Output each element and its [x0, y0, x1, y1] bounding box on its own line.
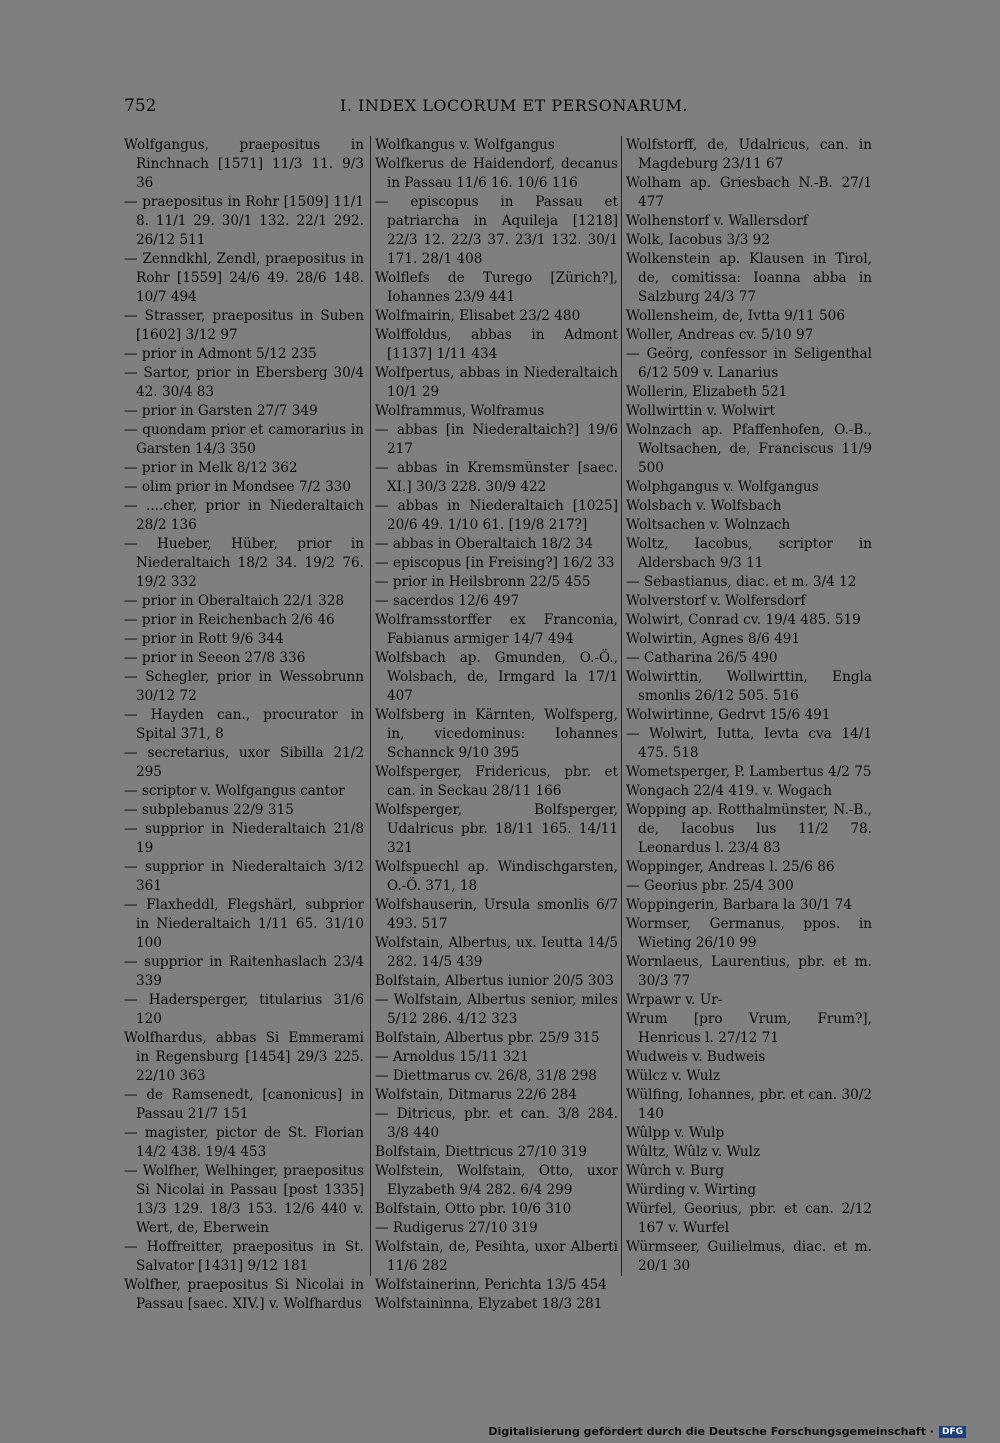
index-entry: Würding v. Wirting: [626, 1182, 757, 1198]
index-entry: Wollwirttin v. Wolwirt: [626, 403, 775, 419]
index-entry: Wolfpertus, abbas in Niederaltaich 10/1 29: [375, 365, 618, 400]
index-entry: Bolfstain, Otto pbr. 10/6 310: [375, 1201, 572, 1217]
index-entry: — Rudigerus 27/10 319: [375, 1220, 538, 1236]
index-entry: Wolk, Iacobus 3/3 92: [626, 232, 770, 248]
index-entry: — de Ramsenedt, [canonicus] in Passau 21/7 151: [124, 1087, 364, 1122]
index-entry: Wolfstain, Ditmarus 22/6 284: [375, 1087, 577, 1103]
index-entry: — Zenndkhl, Zendl, praepositus in Rohr [1559] 24/6 49. 28/6 148. 10/7 494: [124, 251, 364, 305]
index-entry: Wolfsperger, Fridericus, pbr. et can. in Seckau 28/11 166: [375, 764, 618, 799]
index-entry: — Flaxheddl, Flegshärl, subprior in Niederaltaich 1/11 65. 31/10 100: [124, 897, 364, 951]
index-entry: Woltz, Iacobus, scriptor in Aldersbach 9/3 11: [626, 536, 872, 571]
funding-credit: [488, 1425, 966, 1438]
index-entry: Wolwirtinne, Gedrvt 15/6 491: [626, 707, 831, 723]
index-entry: Bolfstain, Albertus iunior 20/5 303: [375, 973, 614, 989]
index-entry: — prior in Admont 5/12 235: [124, 346, 317, 362]
index-entry: Wrpawr v. Ur-: [626, 992, 723, 1008]
index-entry: — abbas in Kremsmünster [saec. XI.] 30/3 228. 30/9 422: [375, 460, 618, 495]
index-entry: — Wolwirt, Iutta, Ievta cva 14/1 475. 518: [626, 726, 872, 761]
index-entry: Woltsachen v. Wolnzach: [626, 517, 791, 533]
index-entry: — abbas in Niederaltaich [1025] 20/6 49. 1/10 61. [19/8 217?]: [375, 498, 618, 533]
index-entry: Wolfstaininna, Elyzabet 18/3 281: [375, 1296, 603, 1312]
index-entry: Woppingerin, Barbara la 30/1 74: [626, 897, 852, 913]
index-entry: — scriptor v. Wolfgangus cantor: [124, 783, 345, 799]
index-entry: Wollensheim, de, Ivtta 9/11 506: [626, 308, 845, 324]
index-entry: — Schegler, prior in Wessobrunn 30/12 72: [124, 669, 364, 704]
index-entry: — quondam prior et camorarius in Garsten 14/3 350: [124, 422, 364, 457]
index-entry: Wûlpp v. Wulp: [626, 1125, 725, 1141]
index-entry: — Georius pbr. 25/4 300: [626, 878, 794, 894]
index-entry: Wolham ap. Griesbach N.-B. 27/1 477: [626, 175, 872, 210]
index-entry: Wolkenstein ap. Klausen in Tirol, de, comitissa: Ioanna abba in Salzburg 24/3 77: [626, 251, 872, 305]
index-entry: Woller, Andreas cv. 5/10 97: [626, 327, 814, 343]
index-entry: Wolfher, praepositus Si Nicolai in Passau [saec. XIV.] v. Wolfhardus: [124, 1277, 364, 1312]
index-entry: — Hoffreitter, praepositus in St. Salvator [1431] 9/12 181: [124, 1239, 364, 1274]
index-entry: Wornlaeus, Laurentius, pbr. et m. 30/3 77: [626, 954, 872, 989]
index-entry: — prior in Reichenbach 2/6 46: [124, 612, 335, 628]
index-entry: — prior in Melk 8/12 362: [124, 460, 298, 476]
index-entry: — ....cher, prior in Niederaltaich 28/2 136: [124, 498, 364, 533]
index-entry: Woppinger, Andreas l. 25/6 86: [626, 859, 835, 875]
index-entry: Wolsbach v. Wolfsbach: [626, 498, 782, 514]
index-entry: — prior in Garsten 27/7 349: [124, 403, 318, 419]
index-entry: Wolverstorf v. Wolfersdorf: [626, 593, 806, 609]
index-entry: Wolfmairin, Elisabet 23/2 480: [375, 308, 581, 324]
index-entry: — subplebanus 22/9 315: [124, 802, 294, 818]
index-entry: — Ditricus, pbr. et can. 3/8 284. 3/8 440: [375, 1106, 618, 1141]
index-entry: Wolflefs de Turego [Zürich?], Iohannes 23/9 441: [375, 270, 618, 305]
index-entry: — Sartor, prior in Ebersberg 30/4 42. 30/4 83: [124, 365, 364, 400]
index-entry: Wolwirt, Conrad cv. 19/4 485. 519: [626, 612, 861, 628]
index-entry: Wopping ap. Rotthalmünster, N.-B., de, Iacobus lus 11/2 78. Leonardus l. 23/4 83: [626, 802, 872, 856]
index-entry: — abbas [in Niederaltaich?] 19/6 217: [375, 422, 618, 457]
index-entry: Wülcz v. Wulz: [626, 1068, 721, 1084]
index-entry: Würmseer, Guilielmus, diac. et m. 20/1 30: [626, 1239, 872, 1274]
index-entry: Wolffoldus, abbas in Admont [1137] 1/11 434: [375, 327, 618, 362]
index-entry: Wolwirttin, Wollwirttin, Engla smonlis 26/12 505. 516: [626, 669, 872, 704]
index-entry: — Wolfher, Welhinger, praepositus Si Nicolai in Passau [post 1335] 13/3 129. 18/3 153. 12/6 440 v. Wert, de, Eberwein: [124, 1163, 364, 1236]
index-entry: Wolfstein, Wolfstain, Otto, uxor Elyzabeth 9/4 282. 6/4 299: [375, 1163, 618, 1198]
index-entry: Wûrch v. Burg: [626, 1163, 725, 1179]
index-entry: — Geörg, confessor in Seligenthal 6/12 509 v. Lanarius: [626, 346, 872, 381]
column-divider: [621, 136, 622, 1276]
index-entry: — Diettmarus cv. 26/8, 31/8 298: [375, 1068, 597, 1084]
index-entry: — prior in Rott 9/6 344: [124, 631, 284, 647]
running-title: I. INDEX LOCORUM ET PERSONARUM.: [340, 96, 688, 115]
index-entry: — secretarius, uxor Sibilla 21/2 295: [124, 745, 364, 780]
index-entry: — sacerdos 12/6 497: [375, 593, 520, 609]
index-entry: — Hayden can., procurator in Spital 371, 8: [124, 707, 364, 742]
index-entry: — prior in Oberaltaich 22/1 328: [124, 593, 345, 609]
column-divider: [370, 136, 371, 1276]
index-entry: Wülfing, Iohannes, pbr. et can. 30/2 140: [626, 1087, 872, 1122]
index-entry: Wolfsbach ap. Gmunden, O.-Ö., Wolsbach, de, Irmgard la 17/1 407: [375, 650, 618, 704]
index-entry: — episcopus [in Freising?] 16/2 33: [375, 555, 615, 571]
index-entry: Wolfgangus, praepositus in Rinchnach [1571] 11/3 11. 9/3 36: [124, 137, 364, 191]
index-entry: Wolhenstorf v. Wallersdorf: [626, 213, 808, 229]
index-entry: Wometsperger, P. Lambertus 4/2 75: [626, 764, 872, 780]
page-number: 752: [124, 96, 157, 116]
index-entry: Wolfsperger, Bolfsperger, Udalricus pbr. 18/11 165. 14/11 321: [375, 802, 618, 856]
index-column-2: [375, 136, 618, 1314]
index-entry: Wolframsstorffer ex Franconia, Fabianus armiger 14/7 494: [375, 612, 618, 647]
index-entry: — Catharina 26/5 490: [626, 650, 778, 666]
index-entry: Wolfstorff, de, Udalricus, can. in Magdeburg 23/11 67: [626, 137, 872, 172]
index-entry: Wudweis v. Budweis: [626, 1049, 766, 1065]
index-column-1: [124, 136, 364, 1314]
index-entry: Wolfkangus v. Wolfgangus: [375, 137, 555, 153]
index-entry: — Hueber, Hüber, prior in Niederaltaich 18/2 34. 19/2 76. 19/2 332: [124, 536, 364, 590]
index-entry: Wongach 22/4 419. v. Wogach: [626, 783, 833, 799]
index-entry: Wolfhardus, abbas Si Emmerami in Regensburg [1454] 29/3 225. 22/10 363: [124, 1030, 364, 1084]
index-entry: Wolphgangus v. Wolfgangus: [626, 479, 819, 495]
index-entry: — Strasser, praepositus in Suben [1602] 3/12 97: [124, 308, 364, 343]
dfg-logo: DFG: [939, 1426, 966, 1438]
index-entry: Bolfstain, Diettricus 27/10 319: [375, 1144, 588, 1160]
index-entry: — olim prior in Mondsee 7/2 330: [124, 479, 352, 495]
index-entry: Wrum [pro Vrum, Frum?], Henricus l. 27/12 71: [626, 1011, 872, 1046]
index-column-3: [626, 136, 872, 1276]
index-entry: — episcopus in Passau et patriarcha in Aquileja [1218] 22/3 12. 22/3 37. 23/1 132. 30/1 171. 28/1 408: [375, 194, 618, 267]
index-entry: — supprior in Niederaltaich 3/12 361: [124, 859, 364, 894]
index-entry: Würfel, Georius, pbr. et can. 2/12 167 v. Wurfel: [626, 1201, 872, 1236]
index-entry: Wolfstain, de, Pesihta, uxor Alberti 11/6 282: [375, 1239, 618, 1274]
index-entry: Wolfstain, Albertus, ux. Ieutta 14/5 282. 14/5 439: [375, 935, 618, 970]
index-entry: Wûltz, Wûlz v. Wulz: [626, 1144, 761, 1160]
index-entry: Wolfspuechl ap. Windischgarsten, O.-Ö. 371, 18: [375, 859, 618, 894]
index-entry: — Arnoldus 15/11 321: [375, 1049, 529, 1065]
credit-text: Digitalisierung gefördert durch die Deutsche Forschungsgemeinschaft ·: [488, 1425, 934, 1438]
index-entry: — supprior in Raitenhaslach 23/4 339: [124, 954, 364, 989]
index-entry: Wolfsberg in Kärnten, Wolfsperg, in, vicedominus: Iohannes Schannck 9/10 395: [375, 707, 618, 761]
index-entry: — praepositus in Rohr [1509] 11/1 8. 11/1 29. 30/1 132. 22/1 292. 26/12 511: [124, 194, 364, 248]
index-entry: Wolfstainerinn, Perichta 13/5 454: [375, 1277, 607, 1293]
index-entry: Wormser, Germanus, ppos. in Wieting 26/10 99: [626, 916, 872, 951]
index-entry: — Hadersperger, titularius 31/6 120: [124, 992, 364, 1027]
index-entry: Wollerin, Elizabeth 521: [626, 384, 788, 400]
index-entry: Wolfkerus de Haidendorf, decanus in Passau 11/6 16. 10/6 116: [375, 156, 618, 191]
index-entry: Bolfstain, Albertus pbr. 25/9 315: [375, 1030, 600, 1046]
index-entry: — Wolfstain, Albertus senior, miles 5/12 286. 4/12 323: [375, 992, 618, 1027]
index-entry: Wolframmus, Wolframus: [375, 403, 545, 419]
index-entry: Wolnzach ap. Pfaffenhofen, O.-B., Woltsachen, de, Franciscus 11/9 500: [626, 422, 872, 476]
index-entry: — prior in Seeon 27/8 336: [124, 650, 306, 666]
index-entry: — supprior in Niederaltaich 21/8 19: [124, 821, 364, 856]
index-entry: Wolfshauserin, Ursula smonlis 6/7 493. 517: [375, 897, 618, 932]
index-entry: — prior in Heilsbronn 22/5 455: [375, 574, 591, 590]
index-entry: — Sebastianus, diac. et m. 3/4 12: [626, 574, 857, 590]
index-entry: — abbas in Oberaltaich 18/2 34: [375, 536, 593, 552]
index-entry: Wolwirtin, Agnes 8/6 491: [626, 631, 801, 647]
index-entry: — magister, pictor de St. Florian 14/2 438. 19/4 453: [124, 1125, 364, 1160]
